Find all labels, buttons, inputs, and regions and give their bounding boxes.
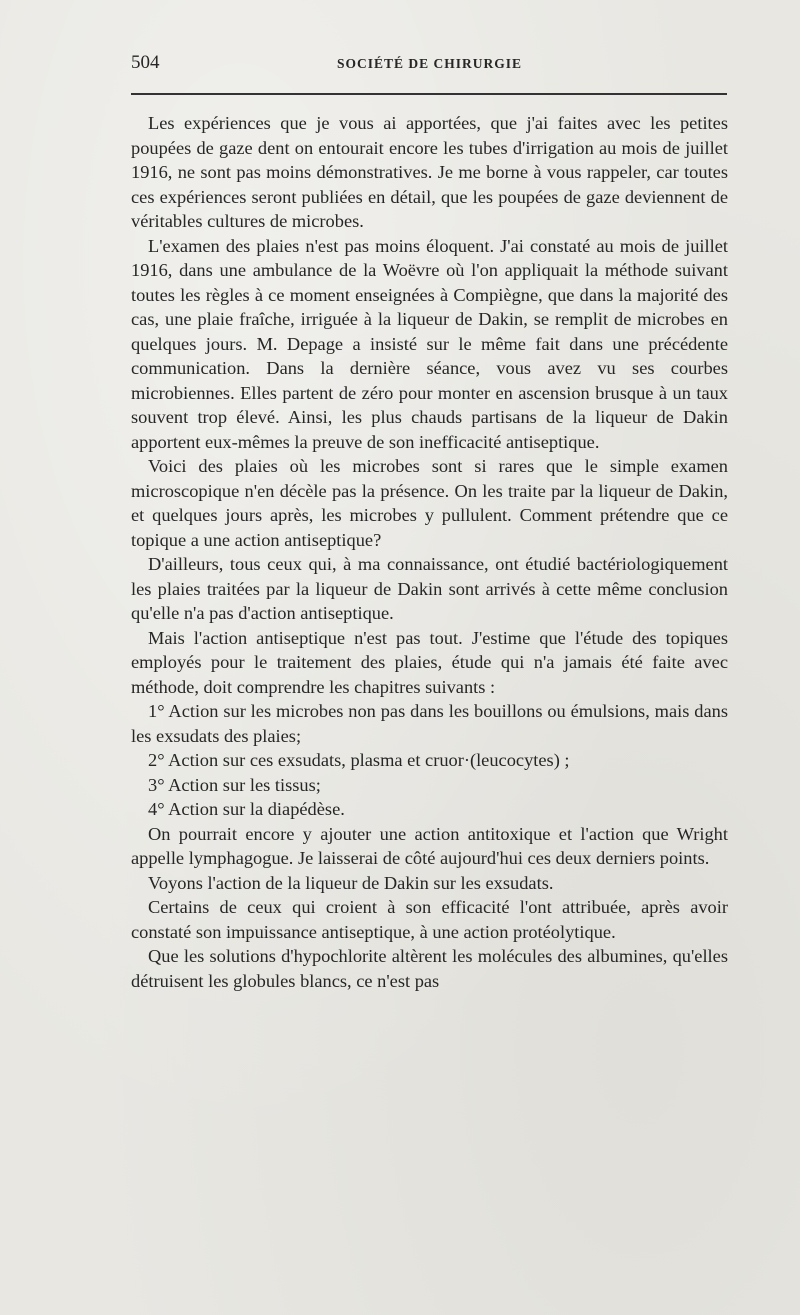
list-item: 1° Action sur les microbes non pas dans les bouillons ou émulsions, mais dans les exsudats des plaies; xyxy=(131,701,728,746)
paragraph: Les expériences que je vous ai apportées, que j'ai faites avec les petites poupées de gaze dent on entourait encore les tubes d'irrigation au mois de juillet 1916, ne sont pas moins démonstratives. Je me borne à vous rappeler, car toutes ces expériences seront publiées en détail, que les poupées de gaze deviennent de véritables cultures de microbes. xyxy=(131,113,728,231)
page-number: 504 xyxy=(131,52,160,73)
paragraph: Voyons l'action de la liqueur de Dakin sur les exsudats. xyxy=(148,872,554,893)
page-header xyxy=(131,52,728,76)
list-item: 2° Action sur ces exsudats, plasma et cruor·(leucocytes) ; xyxy=(148,750,570,770)
paragraph: Mais l'action antiseptique n'est pas tout. J'estime que l'étude des topiques employés pour le traitement des plaies, étude qui n'a jamais été faite avec méthode, doit comprendre les chapitres suivants : xyxy=(131,627,728,697)
body-text xyxy=(131,111,728,993)
header-rule xyxy=(131,93,727,95)
list-item: 4° Action sur la diapédèse. xyxy=(148,799,345,819)
paragraph: On pourrait encore y ajouter une action antitoxique et l'action que Wright appelle lymphagogue. Je laisserai de côté aujourd'hui ces deux derniers points. xyxy=(131,823,728,868)
running-title: SOCIÉTÉ DE CHIRURGIE xyxy=(336,56,523,71)
paragraph: Voici des plaies où les microbes sont si rares que le simple examen microscopique n'en décèle pas la présence. On les traite par la liqueur de Dakin, et quelques jours après, les microbes y pullulent. Comment prétendre que ce topique a une action antiseptique? xyxy=(131,456,728,550)
list-item: 3° Action sur les tissus; xyxy=(148,774,321,795)
paragraph: L'examen des plaies n'est pas moins éloquent. J'ai constaté au mois de juillet 1916, dans une ambulance de la Woëvre où l'on appliquait la méthode suivant toutes les règles à ce moment enseignées à Compiègne, que dans la majorité des cas, une plaie fraîche, irriguée à la liqueur de Dakin, se remplit de microbes en quelques jours. M. Depage a insisté sur le même fait dans une précédente communication. Dans la dernière séance, vous avez vu ses courbes microbiennes. Elles partent de zéro pour monter en ascension brusque à un taux souvent trop élevé. Ainsi, les plus chauds partisans de la liqueur de Dakin apportent eux-mêmes la preuve de son inefficacité antiseptique. xyxy=(131,235,728,452)
paragraph: Certains de ceux qui croient à son efficacité l'ont attribuée, après avoir constaté son impuissance antiseptique, à une action protéolytique. xyxy=(131,897,728,942)
paragraph: D'ailleurs, tous ceux qui, à ma connaissance, ont étudié bactériologiquement les plaies traitées par la liqueur de Dakin sont arrivés à cette même conclusion qu'elle n'a pas d'action antiseptique. xyxy=(131,554,728,623)
paragraph: Que les solutions d'hypochlorite altèrent les molécules des albumines, qu'elles détruisent les globules blancs, ce n'est pas xyxy=(131,946,728,991)
